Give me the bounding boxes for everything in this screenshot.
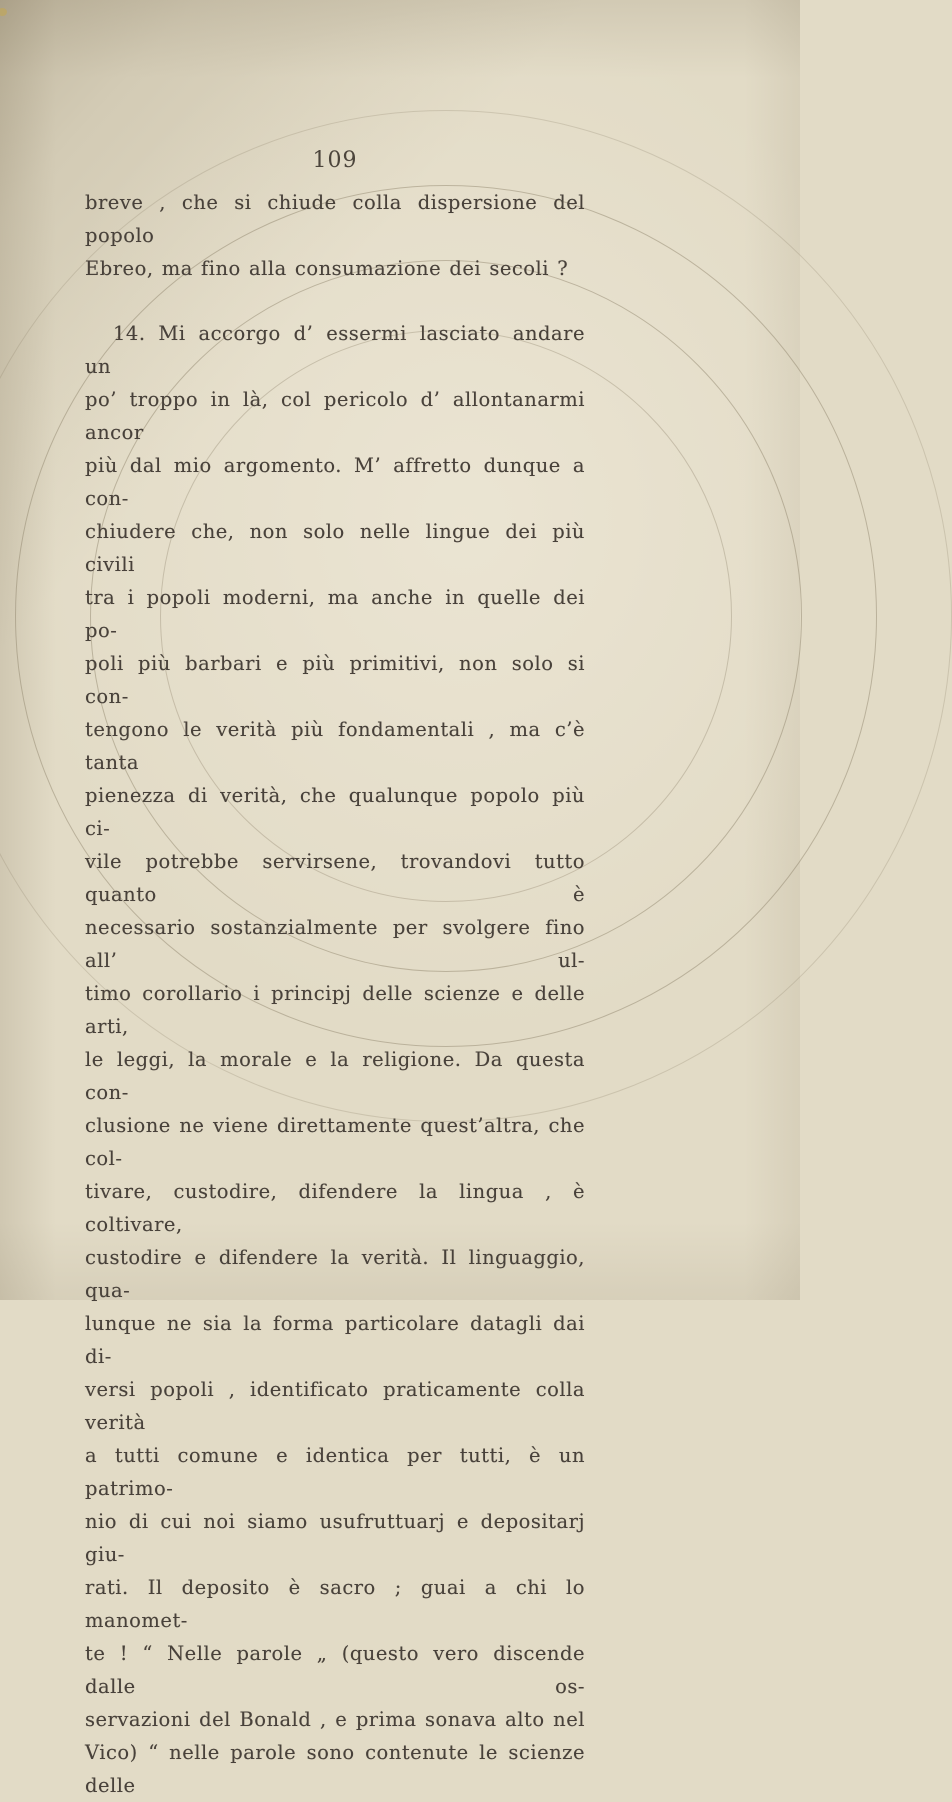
text-line: lunque ne sia la forma particolare datagli dai di- [85,1312,585,1368]
text-line: più dal mio argomento. M’ affretto dunque a con- [85,454,585,510]
text-line: vile potrebbe servirsene, trovandovi tutto quanto è [85,850,585,906]
text-line: poli più barbari e più primitivi, non solo si con- [85,652,585,708]
text-line: Vico) “ nelle parole sono contenute le scienze delle [85,1741,585,1797]
text-line: chiudere che, non solo nelle lingue dei più civili [85,520,585,576]
page-number: 109 [312,148,358,173]
text-line: servazioni del Bonald , e prima sonava alto nel [85,1708,585,1731]
text-line: breve , che si chiude colla dispersione del popolo [85,191,585,247]
page-text [85,186,585,1802]
text-line: nio di cui noi siamo usufruttuarj e depositarj giu- [85,1510,585,1566]
text-line: te ! “ Nelle parole „ (questo vero discende dalle os- [85,1642,585,1698]
text-line: tivare, custodire, difendere la lingua , è coltivare, [85,1180,585,1236]
text-line: 14. Mi accorgo d’ essermi lasciato andare un [85,322,585,378]
text-line: tra i popoli moderni, ma anche in quelle dei po- [85,586,585,642]
text-line: Ebreo, ma fino alla consumazione dei secoli ? [85,257,569,280]
text-line: tengono le verità più fondamentali , ma c’è tanta [85,718,585,774]
text-line: po’ troppo in là, col pericolo d’ allontanarmi ancor [85,388,585,444]
paragraph [85,317,585,1802]
paragraph [85,186,585,285]
text-line: rati. Il deposito è sacro ; guai a chi lo manomet- [85,1576,585,1632]
text-line: le leggi, la morale e la religione. Da questa con- [85,1048,585,1104]
text-line: versi popoli , identificato praticamente colla verità [85,1378,585,1434]
text-line: pienezza di verità, che qualunque popolo più ci- [85,784,585,840]
text-line: a tutti comune e identica per tutti, è un patrimo- [85,1444,585,1500]
text-line: custodire e difendere la verità. Il linguaggio, qua- [85,1246,585,1302]
text-line: necessario sostanzialmente per svolgere fino all’ ul- [85,916,585,972]
paper-speck [0,8,7,16]
text-line: clusione ne viene direttamente quest’altra, che col- [85,1114,585,1170]
text-line: timo corollario i principj delle scienze e delle arti, [85,982,585,1038]
